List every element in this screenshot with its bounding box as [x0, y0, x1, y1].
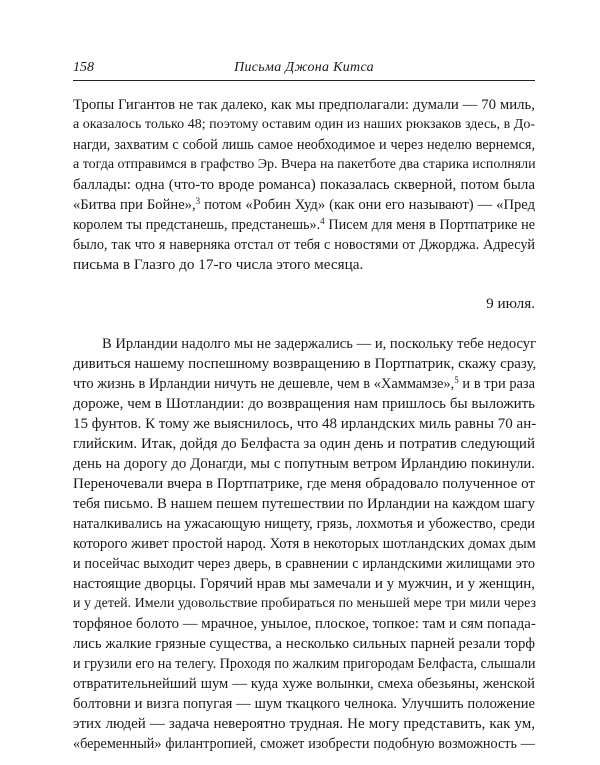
text-line: В Ирландии надолго мы не задержались — и, поскольку тебе недосуг	[102, 336, 537, 352]
running-title: Письма Джона Китса	[234, 60, 374, 75]
text-line: «Битва при Бойне»,$^3$ потом «Робин Худ» (как они его называют) — «Пред	[73, 196, 535, 213]
text-line: тебя письмо. В нашем пешем путешествии по Ирландии на каждом шагу	[73, 496, 535, 512]
date-line: 9 июля.	[486, 295, 535, 312]
text-line: болтовни и визга попугая — шум ткацкого челнока. Улучшить положение	[73, 696, 535, 712]
text-line: отвратительнейший шум — куда хуже волынки, смеха обезьяны, женской	[73, 676, 535, 692]
text-line: а оказалось только 48; поэтому оставим один из наших рюкзаков здесь, в До-	[73, 117, 535, 132]
header-rule	[73, 80, 535, 81]
text-line: нагди, захватим с собой лишь самое необходимое и через неделю вернемся,	[73, 137, 535, 153]
text-line: письма в Глазго до 17-го числа этого месяца.	[73, 256, 364, 273]
text-line: день на дорогу до Донагди, мы с попутным ветром Ирландию покинули.	[73, 456, 535, 472]
text-line: было, так что я наверняка отстал от тебя с новостями от Джорджа. Адресуй	[73, 237, 535, 253]
text-line: Тропы Гигантов не так далеко, как мы предполагали: думали — 70 миль,	[73, 97, 535, 113]
text-line: торфяное болото — мрачное, унылое, плоское, топкое: там и сям попада-	[73, 616, 536, 632]
text-line: глийским. Итак, дойдя до Белфаста за один день и потратив следующий	[73, 436, 535, 452]
page-number: 158	[73, 60, 94, 75]
text-line: «беременный» филантропией, сможет изобрести подобную возможность —	[73, 736, 535, 752]
footnote-marker: 5	[454, 375, 459, 385]
text-line: королем ты предстанешь, предстанешь».$^4$ Писем для меня в Портпатрике не	[73, 216, 535, 233]
footnote-marker: 3	[195, 196, 201, 206]
text-line: и посейчас выходит через дверь, в сравнении с ирландскими жилищами это	[73, 556, 535, 572]
text-line: 15 фунтов. К тому же выяснилось, что 48 ирландских миль равны 70 ан-	[73, 416, 537, 432]
text-line: настоящие дворцы. Горячий нрав мы замечали и у мужчин, и у женщин,	[73, 576, 536, 592]
text-line: этих людей — задача невероятно трудная. Не могу представить, как ум,	[73, 716, 535, 732]
text-line: и грузили его на телегу. Проходя по жалким пригородам Белфаста, слышали	[73, 656, 536, 672]
text-line: наталкивались на ужасающую нищету, грязь, лохмотья и убожество, среди	[73, 516, 535, 532]
footnote-marker: 4	[320, 216, 325, 226]
text-line: баллады: одна (что-то вроде романса) показалась скверной, потом была	[73, 177, 535, 193]
text-line: а тогда отправимся в графство Эр. Вчера на пакетботе два старика исполняли	[73, 157, 536, 172]
text-line: Переночевали вчера в Портпатрике, где меня обрадовало полученное от	[73, 476, 535, 492]
text-line: которого живет простой народ. Хотя в некоторых шотландских домах дым	[73, 536, 536, 552]
text-line: лись жалкие грязные существа, а несколько сильных парней резали торф	[73, 636, 535, 652]
text-line: и у детей. Имели удовольствие пробираться по меньшей мере три мили через	[73, 596, 537, 611]
text-line: что жизнь в Ирландии ничуть не дешевле, чем в «Хаммамзе»,$^5$ и в три раза	[73, 375, 536, 392]
text-line: дороже, чем в Шотландии: до возвращения нам пришлось бы выложить	[73, 396, 535, 412]
text-line: дивиться нашему поспешному возвращению в Портпатрик, скажу сразу,	[73, 356, 537, 372]
page-header	[73, 59, 535, 81]
